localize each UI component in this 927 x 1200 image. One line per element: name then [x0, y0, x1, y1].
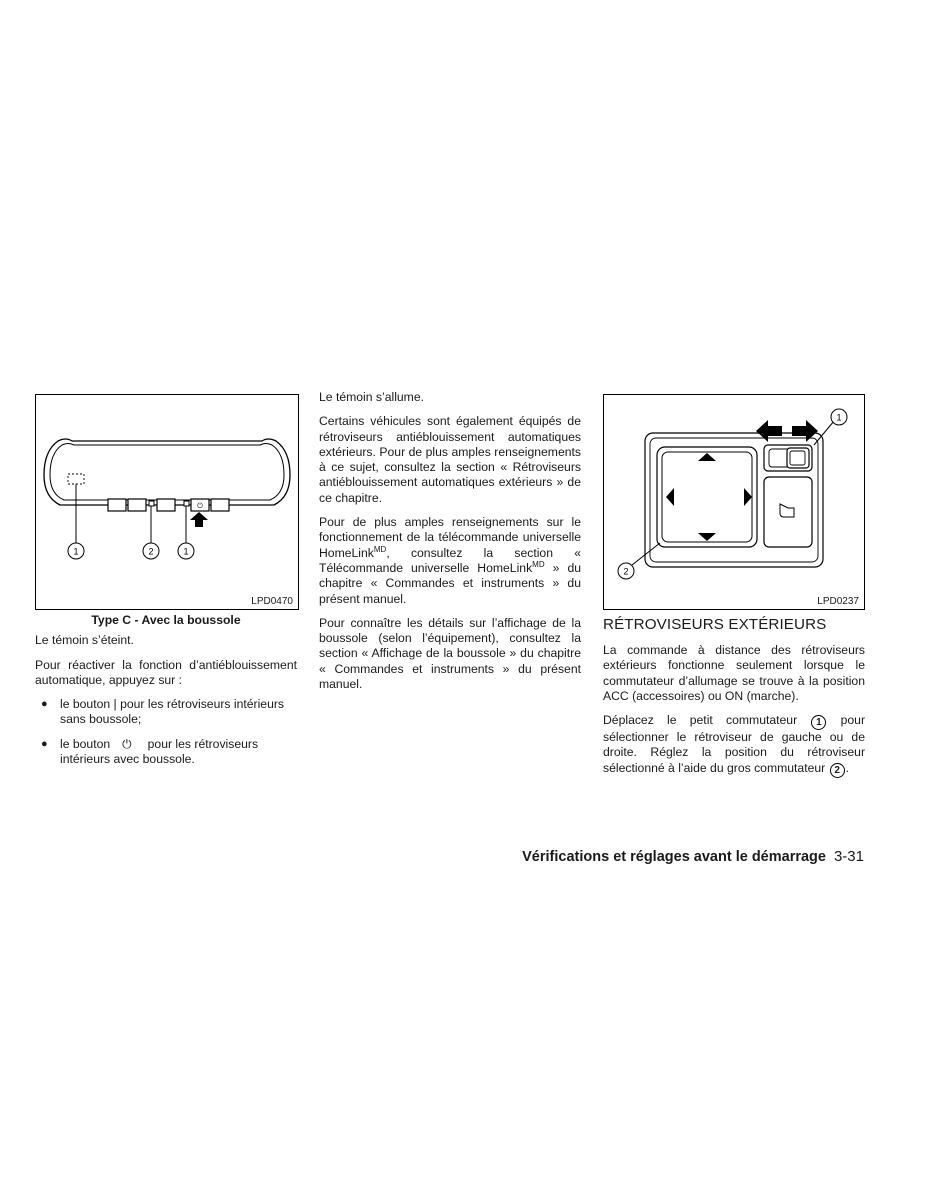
section-title: RÉTROVISEURS EXTÉRIEURS: [603, 616, 827, 633]
callout-1-left: 1: [73, 546, 79, 557]
paragraph: Le témoin s’éteint.: [35, 633, 134, 648]
power-icon: ⏻: [122, 736, 132, 751]
figure-inside-mirror: [35, 394, 299, 610]
callout-2: 2: [148, 546, 154, 557]
callout-2: 2: [623, 566, 629, 577]
paragraph: La commande à distance des rétroviseurs extérieurs fonctionne seulement lorsque le commutateur d’allumage se trouve à la position ACC (accessoires) ou ON (marche).: [603, 643, 865, 703]
paragraph: Certains véhicules sont également équipés de rétroviseurs antiéblouissement automatiques extérieurs. Pour de plus amples renseignements à ce sujet, consultez la section « Rétroviseurs antiéblouissement automatiques extérieurs » de ce chapitre.: [319, 414, 581, 505]
mirror-diagram: [36, 395, 298, 609]
paragraph: Déplacez le petit commutateur 1 pour sélectionner le rétroviseur de gauche ou de droite. Réglez la position du rétroviseur sélectionné à l’aide du gros commutateur 2 .: [603, 713, 865, 776]
svg-text:⏻: ⏻: [197, 502, 203, 510]
callout-1: 1: [836, 412, 842, 423]
paragraph: Pour de plus amples renseignements sur le fonctionnement de la télécommande universelle HomeLink$^{MD}$, consultez la section « Télécommande universelle HomeLink$^{MD}$ » du chapitre « Commandes et instruments » du présent manuel.: [319, 515, 581, 606]
arrow-up-icon: [190, 512, 208, 527]
bullet-icon: ●: [41, 737, 48, 750]
column-3: [603, 394, 865, 787]
paragraph: Pour connaître les détails sur l’affichage de la boussole (selon l’équipement), consultez la section « Affichage de la boussole » du chapitre « Commandes et instruments » du présent manuel.: [319, 615, 581, 692]
fold-button: [764, 477, 812, 547]
compass-display: [68, 474, 84, 484]
indicator-led: [149, 501, 154, 506]
circled-number-1: 1: [811, 715, 826, 730]
paragraph: Pour réactiver la fonction d’antiéblouissement automatique, appuyez sur :: [35, 657, 297, 687]
list-item: ● le bouton | pour les rétroviseurs intérieurs sans boussole;: [41, 697, 285, 727]
list-item: ● le bouton ⏻ pour les rétroviseurs intérieurs avec boussole.: [41, 736, 259, 767]
page-footer: [470, 848, 864, 865]
bullet-icon: ●: [41, 698, 48, 711]
footer-title: Vérifications et réglages avant le démarrage: [522, 849, 826, 865]
figure-mirror-switch: [603, 394, 865, 610]
column-1: [35, 394, 297, 776]
paragraph: Le témoin s’allume.: [319, 390, 424, 404]
figure-code: LPD0237: [817, 596, 859, 607]
column-2: [319, 390, 581, 701]
bullet-list: [35, 697, 297, 767]
callout-1-right: 1: [183, 546, 189, 557]
page-number: 3-31: [833, 848, 864, 865]
figure-caption: Type C - Avec la boussole: [91, 613, 241, 627]
circled-number-2: 2: [830, 763, 845, 778]
mirror-switch-diagram: [604, 395, 864, 609]
figure-code: LPD0470: [251, 596, 293, 607]
